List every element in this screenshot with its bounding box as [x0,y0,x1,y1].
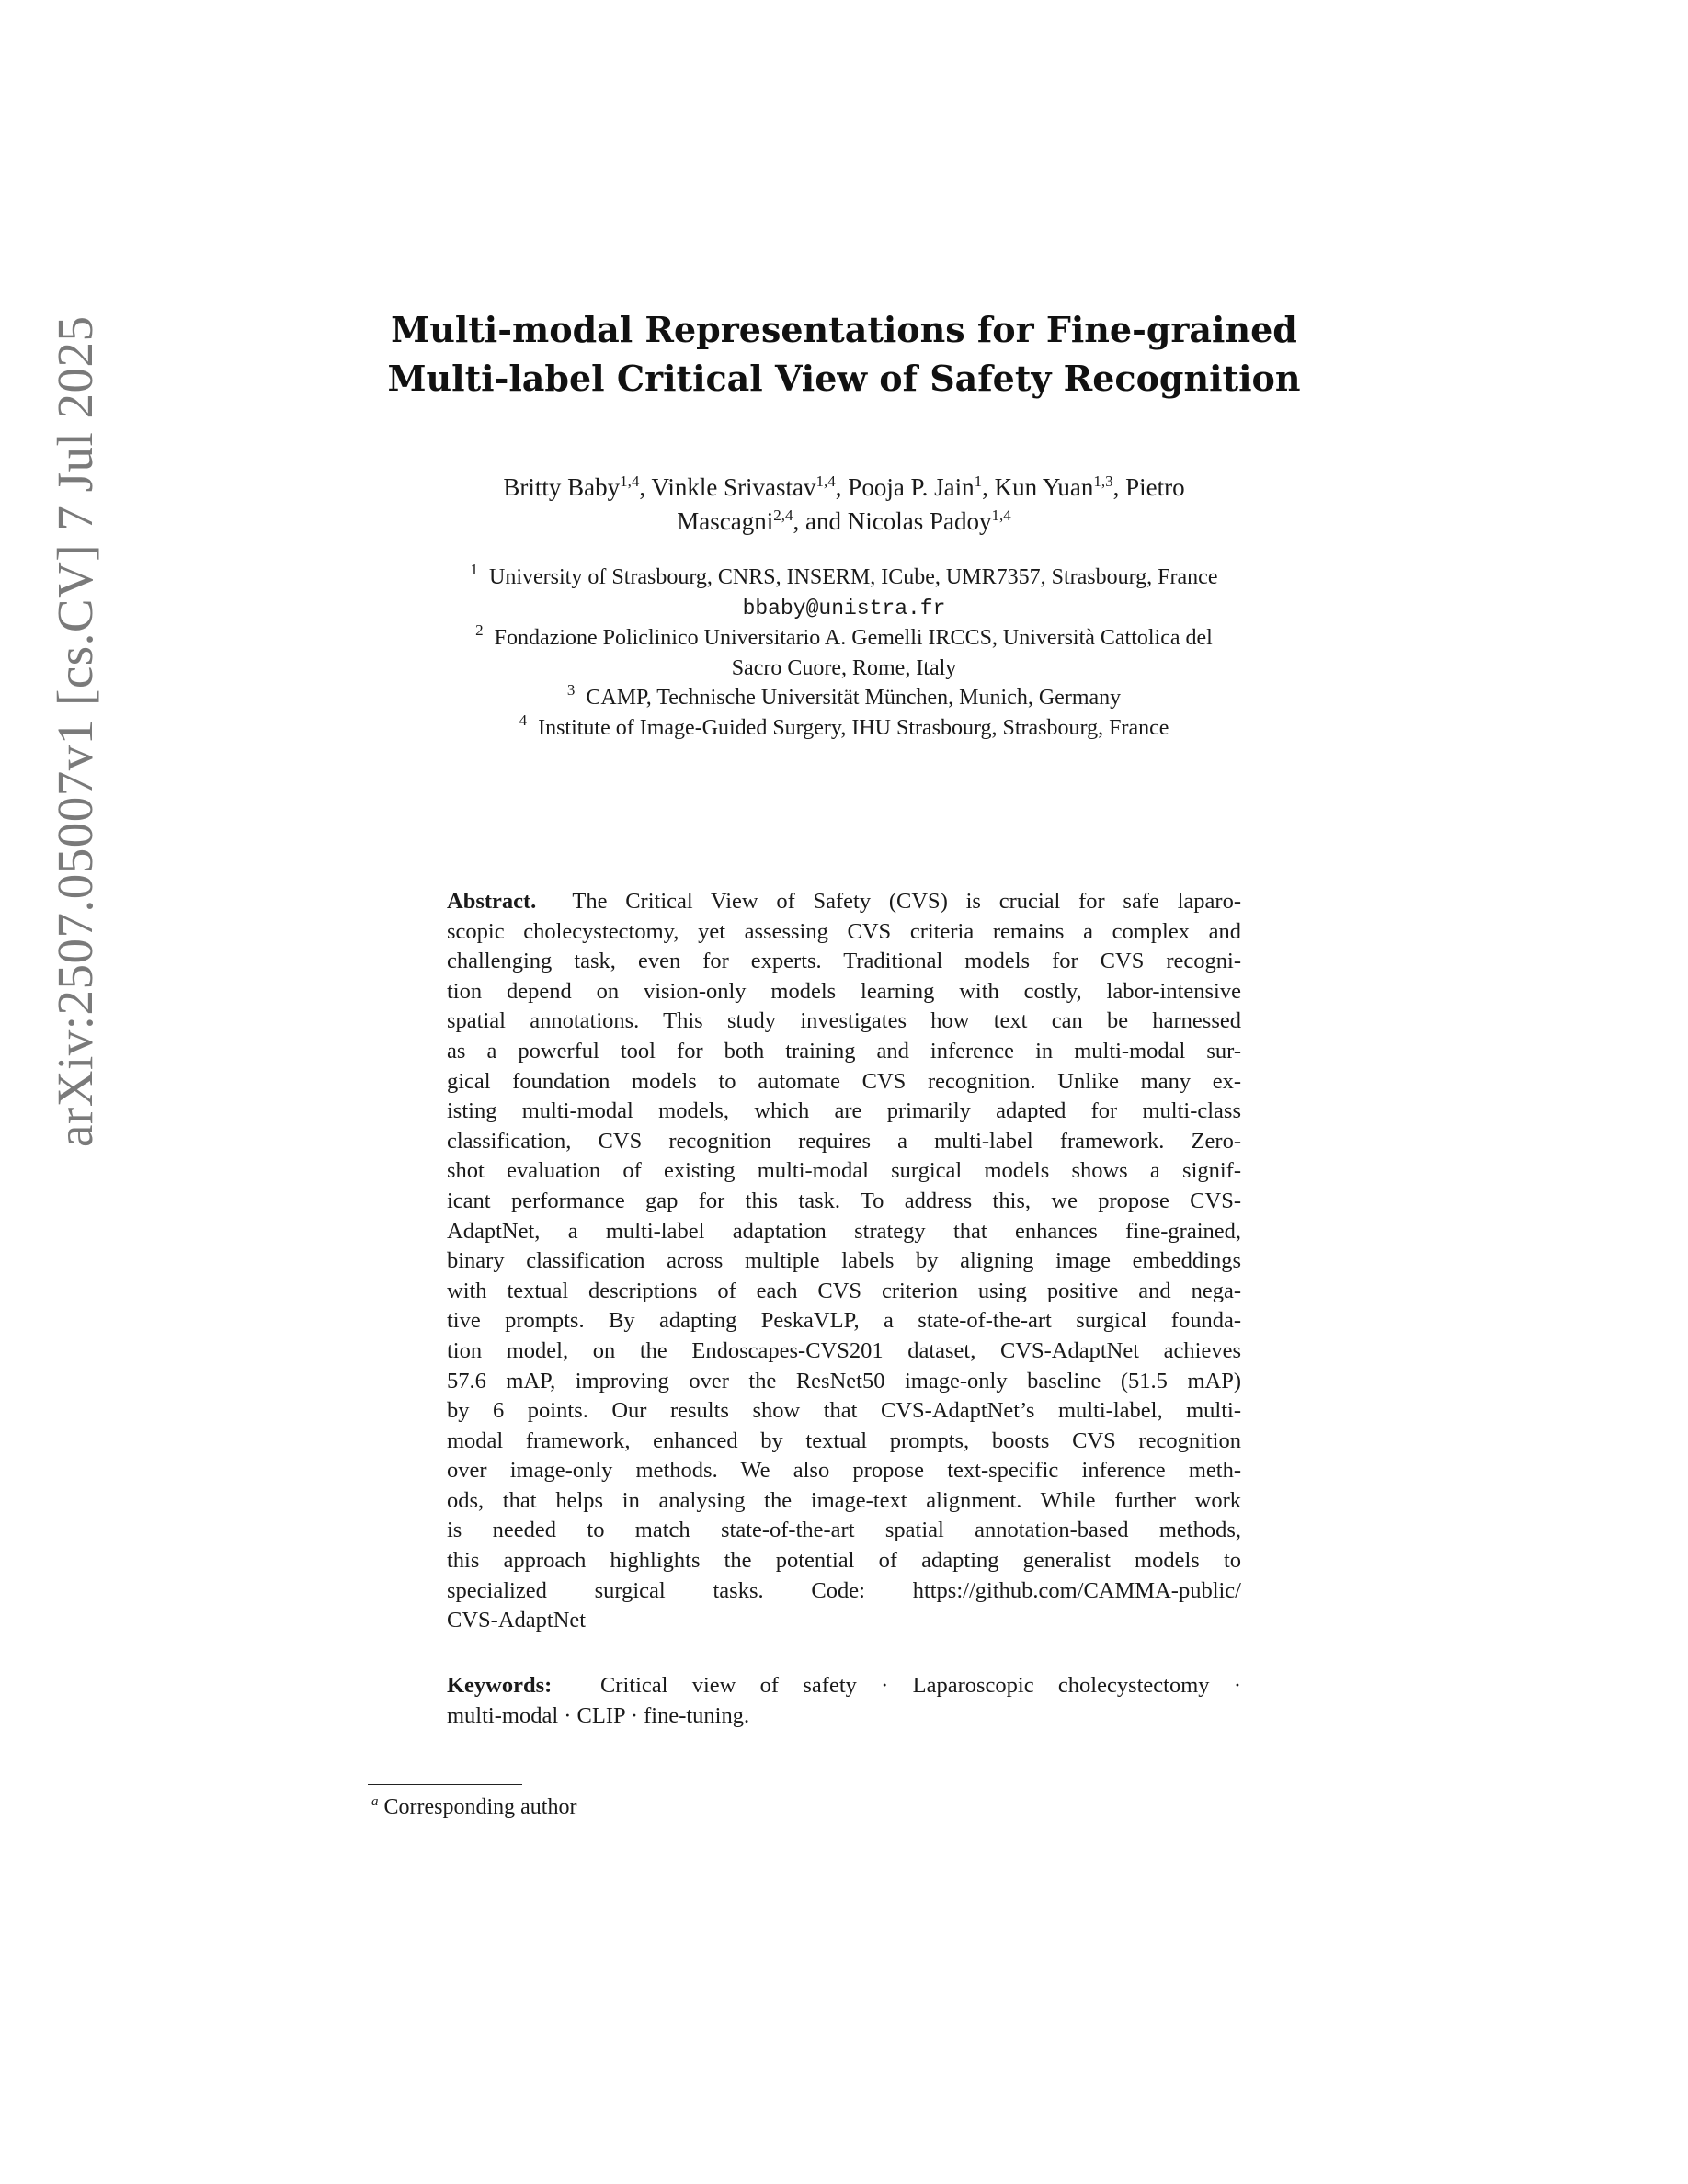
affiliation-text: Fondazione Policlinico Universitario A. Gemelli IRCCS, Università Cattolica del [494,626,1213,650]
affiliation-text: University of Strasbourg, CNRS, INSERM, ICube, UMR7357, Strasbourg, France [489,565,1218,589]
abstract-section [447,887,1241,1636]
author-name: Pooja P. Jain [848,473,975,501]
abstract-line: is needed to match state-of-the-art spatial annotation-based methods, [447,1518,1241,1543]
author-separator: , Pietro [1112,473,1185,501]
abstract-line: tion depend on vision-only models learning with costly, labor-intensive [447,978,1241,1004]
abstract-line: challenging task, even for experts. Traditional models for CVS recogni- [447,949,1241,974]
footnote-text: Corresponding author [383,1795,577,1819]
abstract-line: this approach highlights the potential of adapting generalist models to [447,1548,1241,1574]
author-name: Britty Baby [503,473,621,501]
affiliation-number: 4 [519,711,528,729]
abstract-line: binary classification across multiple labels by aligning image embeddings [447,1248,1241,1274]
affiliation-list [276,563,1412,743]
author-name: Mascagni [677,507,774,535]
author-affiliation-mark: 1,4 [991,506,1011,524]
abstract-line: AdaptNet, a multi-label adaptation strategy that enhances fine-grained, [447,1218,1241,1244]
footnote-mark: a [371,1794,379,1809]
affiliation-number: 3 [566,681,576,699]
abstract-line [447,887,1241,917]
abstract-line: tive prompts. By adapting PeskaVLP, a state-of-the-art surgical founda- [447,1308,1241,1334]
author-line-2 [276,505,1412,539]
keywords-text: Critical view of safety · Laparoscopic cholecystectomy · [599,1673,1242,1698]
title-line-2: Multi-label Critical View of Safety Recognition [387,358,1301,399]
affiliation-2 [276,623,1412,654]
abstract-label: Abstract. [447,889,537,914]
paper-title [276,305,1412,403]
title-line-1: Multi-modal Representations for Fine-grained [391,309,1297,350]
author-separator: , [835,473,849,501]
keywords-line-2: multi-modal · CLIP · fine-tuning. [447,1702,750,1728]
abstract-line: spatial annotations. This study investigates how text can be harnessed [447,1008,1241,1034]
author-affiliation-mark: 1,3 [1093,472,1113,490]
email-link[interactable]: bbaby@unistra.fr [742,596,946,620]
author-line-1 [276,471,1412,505]
abstract-line-with-code-link[interactable]: specialized surgical tasks. Code: https://github.com/CAMMA-public/ [447,1577,1241,1603]
abstract-line: modal framework, enhanced by textual prompts, boosts CVS recognition [447,1428,1241,1453]
author-name: Vinkle Srivastav [651,473,816,501]
abstract-line: by 6 points. Our results show that CVS-AdaptNet’s multi-label, multi- [447,1398,1241,1424]
affiliation-4 [276,713,1412,744]
keywords-label: Keywords: [447,1673,553,1698]
author-name: Kun Yuan [994,473,1094,501]
abstract-line: ods, that helps in analysing the image-text alignment. While further work [447,1487,1241,1513]
abstract-line: over image-only methods. We also propose text-specific inference meth- [447,1458,1241,1484]
keywords-section [447,1671,1241,1731]
abstract-line: with textual descriptions of each CVS criterion using positive and nega- [447,1278,1241,1303]
arxiv-identifier-stamp: arXiv:2507.05007v1 [cs.CV] 7 Jul 2025 [47,315,103,1147]
footnote-divider [368,1784,522,1785]
contact-email[interactable] [276,593,1412,624]
author-affiliation-mark: 1,4 [620,472,640,490]
affiliation-1 [276,563,1412,593]
abstract-line: 57.6 mAP, improving over the ResNet50 image-only baseline (51.5 mAP) [447,1368,1241,1393]
author-affiliation-mark: 1,4 [815,472,836,490]
affiliation-3 [276,683,1412,713]
affiliation-2-continued: Sacro Cuore, Rome, Italy [731,655,957,680]
abstract-text: The Critical View of Safety (CVS) is crucial for safe laparo- [572,889,1241,914]
abstract-line: classification, CVS recognition requires a multi-label framework. Zero- [447,1128,1241,1154]
author-separator: , [982,473,995,501]
affiliation-text: CAMP, Technische Universität München, Munich, Germany [586,686,1122,710]
author-list [276,471,1412,539]
affiliation-number: 1 [470,561,479,578]
abstract-line-code-link-end[interactable]: CVS-AdaptNet [447,1608,587,1633]
author-separator: , [639,473,652,501]
author-affiliation-mark: 2,4 [773,506,793,524]
author-affiliation-mark: 1 [974,472,983,490]
abstract-line: icant performance gap for this task. To address this, we propose CVS- [447,1188,1241,1213]
footnote [371,1792,576,1822]
abstract-line: gical foundation models to automate CVS recognition. Unlike many ex- [447,1068,1241,1094]
abstract-line: as a powerful tool for both training and inference in multi-modal sur- [447,1038,1241,1064]
author-separator: , and [793,507,848,535]
affiliation-text: Institute of Image-Guided Surgery, IHU Strasbourg, Strasbourg, France [538,715,1169,740]
abstract-line: isting multi-modal models, which are primarily adapted for multi-class [447,1098,1241,1124]
author-name: Nicolas Padoy [847,507,992,535]
keywords-line-1 [447,1671,1241,1701]
abstract-line: tion model, on the Endoscapes-CVS201 dataset, CVS-AdaptNet achieves [447,1337,1241,1363]
abstract-line: shot evaluation of existing multi-modal surgical models shows a signif- [447,1158,1241,1184]
affiliation-number: 2 [475,621,484,639]
abstract-line: scopic cholecystectomy, yet assessing CVS criteria remains a complex and [447,918,1241,944]
